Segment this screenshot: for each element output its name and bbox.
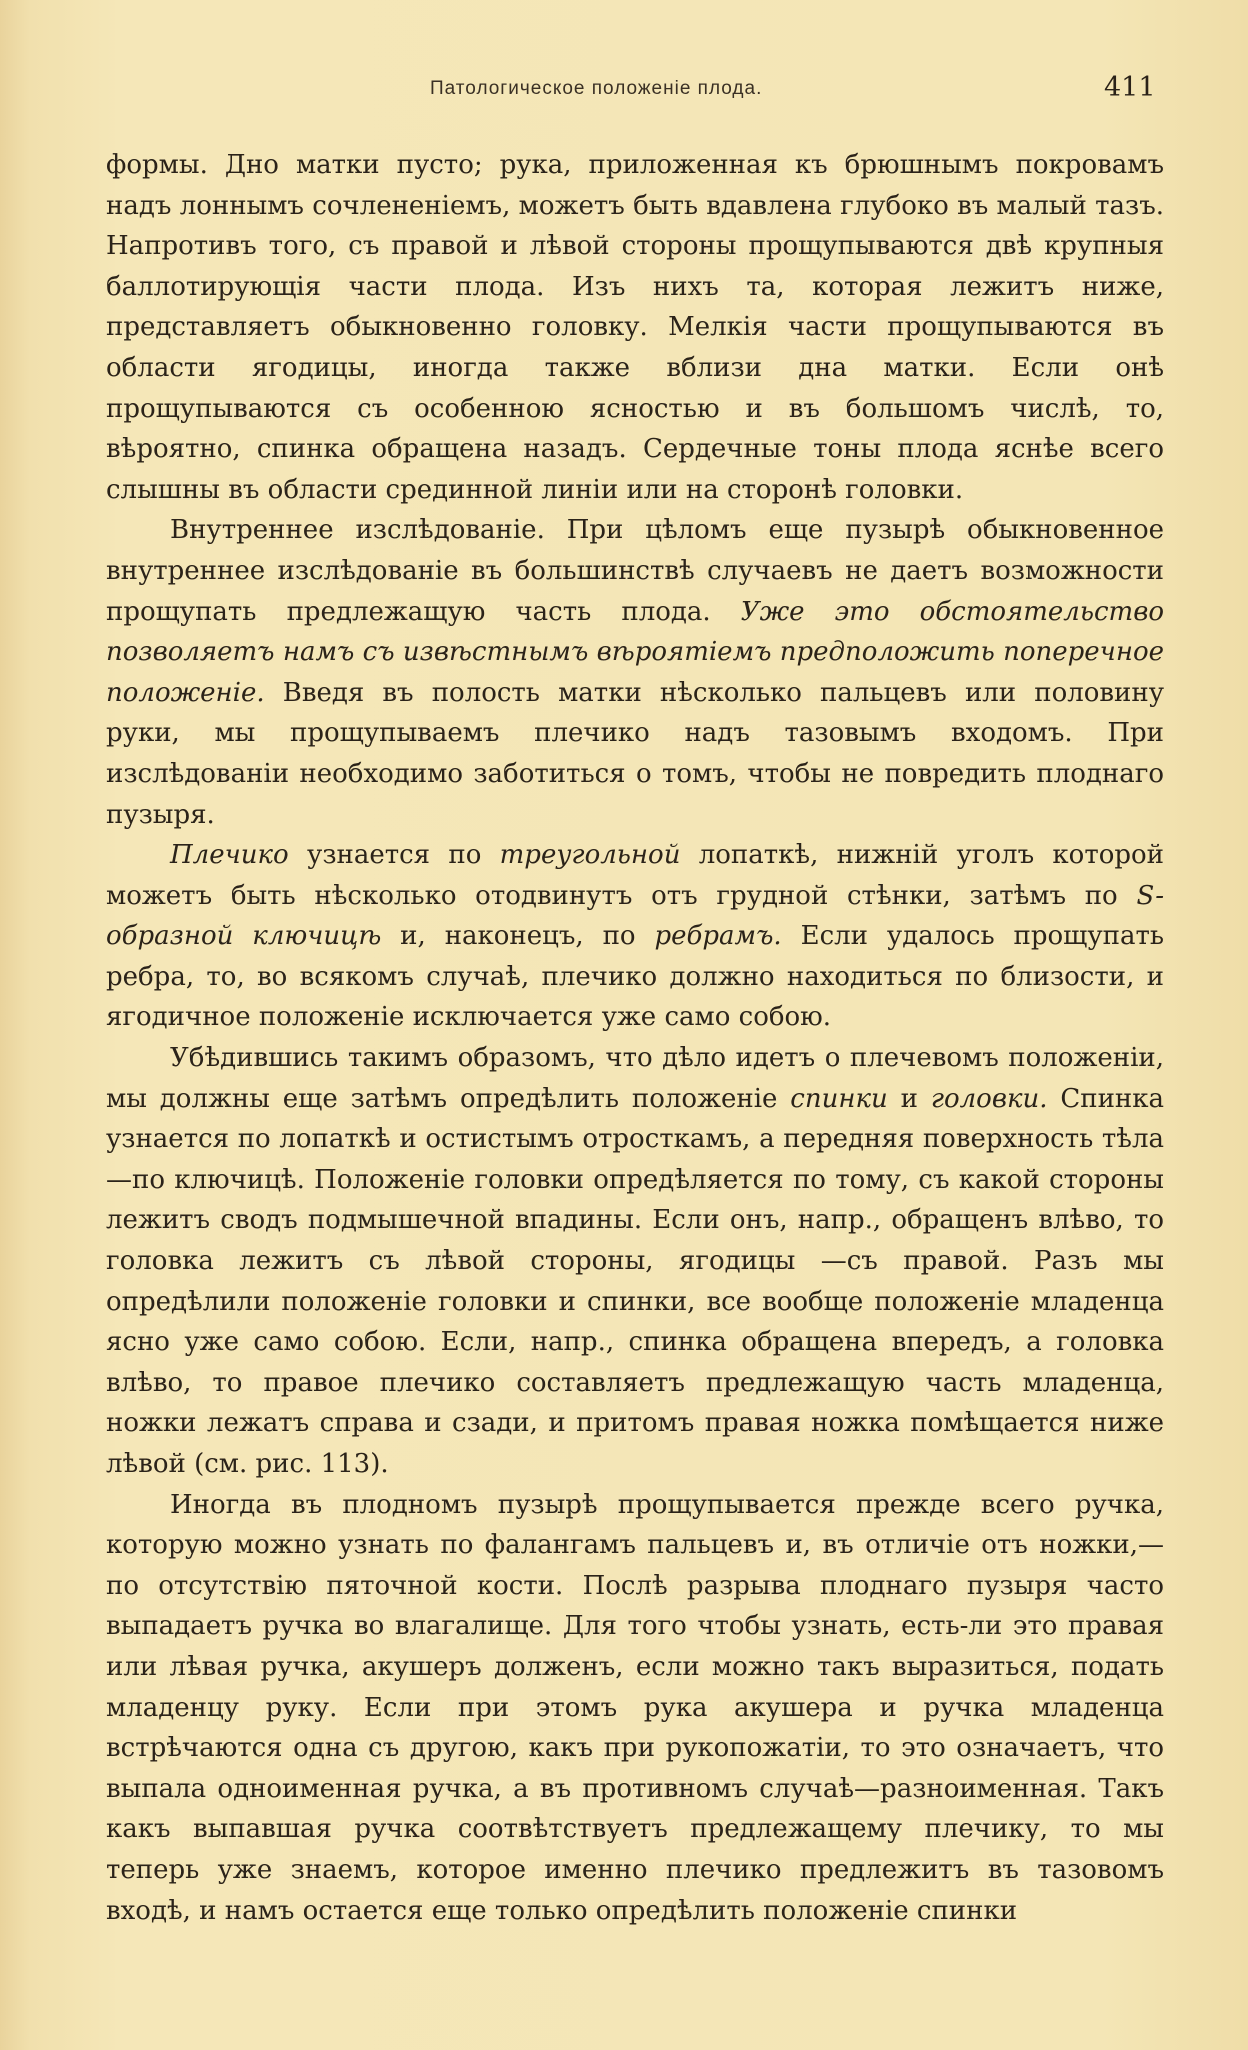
paragraph-3 bbox=[106, 835, 1164, 1038]
text-run: Внутреннее изслѣдованiе. При цѣломъ еще пузырѣ обыкновенное внутреннее изслѣдованiе въ большинствѣ случаевъ не даетъ возможности прощупать предлежащую часть плода. bbox=[106, 515, 1164, 627]
italic-text-run: S-образной ключицѣ bbox=[106, 880, 1164, 952]
text-run: Если удалось прощупать ребра, то, во всякомъ случаѣ, плечико должно находиться по близости, и ягодичное положенiе исключается уже само собою. bbox=[106, 921, 1164, 1033]
body-text bbox=[106, 145, 1164, 1931]
text-run: лопаткѣ, нижнiй уголъ которой можетъ быть нѣсколько отодвинутъ отъ грудной стѣнки, затѣмъ по bbox=[106, 840, 1164, 911]
page-number: 411 bbox=[1104, 72, 1156, 103]
italic-text-run: ребрамъ. bbox=[654, 921, 782, 952]
text-run: Иногда въ плодномъ пузырѣ прощупывается прежде всего ручка, которую можно узнать по фалангамъ пальцевъ и, въ отличiе отъ ножки,— по отсутствiю пяточной кости. Послѣ разрыва плоднаго пузыря часто выпадаетъ ручка во влагалище. Для того чтобы узнать, есть-ли это правая или лѣвая ручка, акушеръ долженъ, если можно такъ выразиться, подать младенцу руку. Если при этомъ рука акушера и ручка младенца встрѣчаются одна съ другою, какъ при рукопожатiи, то это означаетъ, что выпала одноименная ручка, а въ противномъ случаѣ—разноименная. Такъ какъ выпавшая ручка соотвѣтствуетъ предлежащему плечику, то мы теперь уже знаемъ, которое именно плечико предлежитъ въ тазовомъ входѣ, и намъ остается еще только опредѣлить положенiе спинки bbox=[106, 1489, 1164, 1926]
italic-text-run: спинки bbox=[790, 1083, 888, 1114]
paragraph-1 bbox=[106, 145, 1164, 510]
text-run: Спинка узнается по лопаткѣ и остистымъ отросткамъ, а передняя поверхность тѣла—по ключицѣ. Положенiе головки опредѣляется по тому, съ какой стороны лежитъ сводъ подмышечной впадины. Если онъ, напр., обращенъ влѣво, то головка лежитъ съ лѣвой стороны, ягодицы —съ правой. Разъ мы опредѣлили положенiе головки и спинки, все вообще положенiе младенца ясно уже само собою. Если, напр., спинка обращена впередъ, а головка влѣво, то правое плечико составляетъ предлежащую часть младенца, ножки лежатъ справа и сзади, и притомъ правая ножка помѣщается ниже лѣвой (см. рис. 113). bbox=[106, 1083, 1165, 1479]
text-run: и bbox=[887, 1083, 931, 1114]
text-run: узнается по bbox=[288, 840, 500, 871]
text-run: Введя въ полость матки нѣсколько пальцевъ или половину руки, мы прощупываемъ плечико надъ тазовымъ входомъ. При изслѣдованiи необходимо заботиться о томъ, чтобы не повредить плоднаго пузыря. bbox=[106, 677, 1164, 830]
paragraph-4 bbox=[106, 1038, 1164, 1485]
paragraph-2 bbox=[106, 510, 1164, 835]
text-run: и, наконецъ, по bbox=[381, 921, 655, 952]
italic-text-run: Плечико bbox=[170, 840, 289, 871]
italic-text-run: Уже это обстоятельство позволяетъ намъ съ извѣстнымъ вѣроятiемъ предположить поперечное положенiе. bbox=[106, 596, 1164, 708]
italic-text-run: головки. bbox=[930, 1083, 1048, 1114]
running-head: Патологическое положенiе плода. bbox=[430, 78, 763, 99]
text-run: формы. Дно матки пусто; рука, приложенная къ брюшнымъ покровамъ надъ лоннымъ сочлененiемъ, можетъ быть вдавлена глубоко въ малый тазъ. Напротивъ того, съ правой и лѣвой стороны прощупываются двѣ крупныя баллотирующiя части плода. Изъ нихъ та, которая лежитъ ниже, представляетъ обыкновенно головку. Мелкiя части прощупываются въ области ягодицы, иногда также вблизи дна матки. Если онѣ прощупываются съ особенною ясностью и въ большомъ числѣ, то, вѣроятно, спинка обращена назадъ. Сердечные тоны плода яснѣе всего слышны въ области срединной линiи или на сторонѣ головки. bbox=[106, 150, 1164, 505]
italic-text-run: треугольной bbox=[499, 840, 681, 871]
paragraph-5 bbox=[106, 1485, 1164, 1932]
text-run: Убѣдившись такимъ образомъ, что дѣло идетъ о плечевомъ положенiи, мы должны еще затѣмъ опредѣлить положенiе bbox=[106, 1043, 1164, 1114]
